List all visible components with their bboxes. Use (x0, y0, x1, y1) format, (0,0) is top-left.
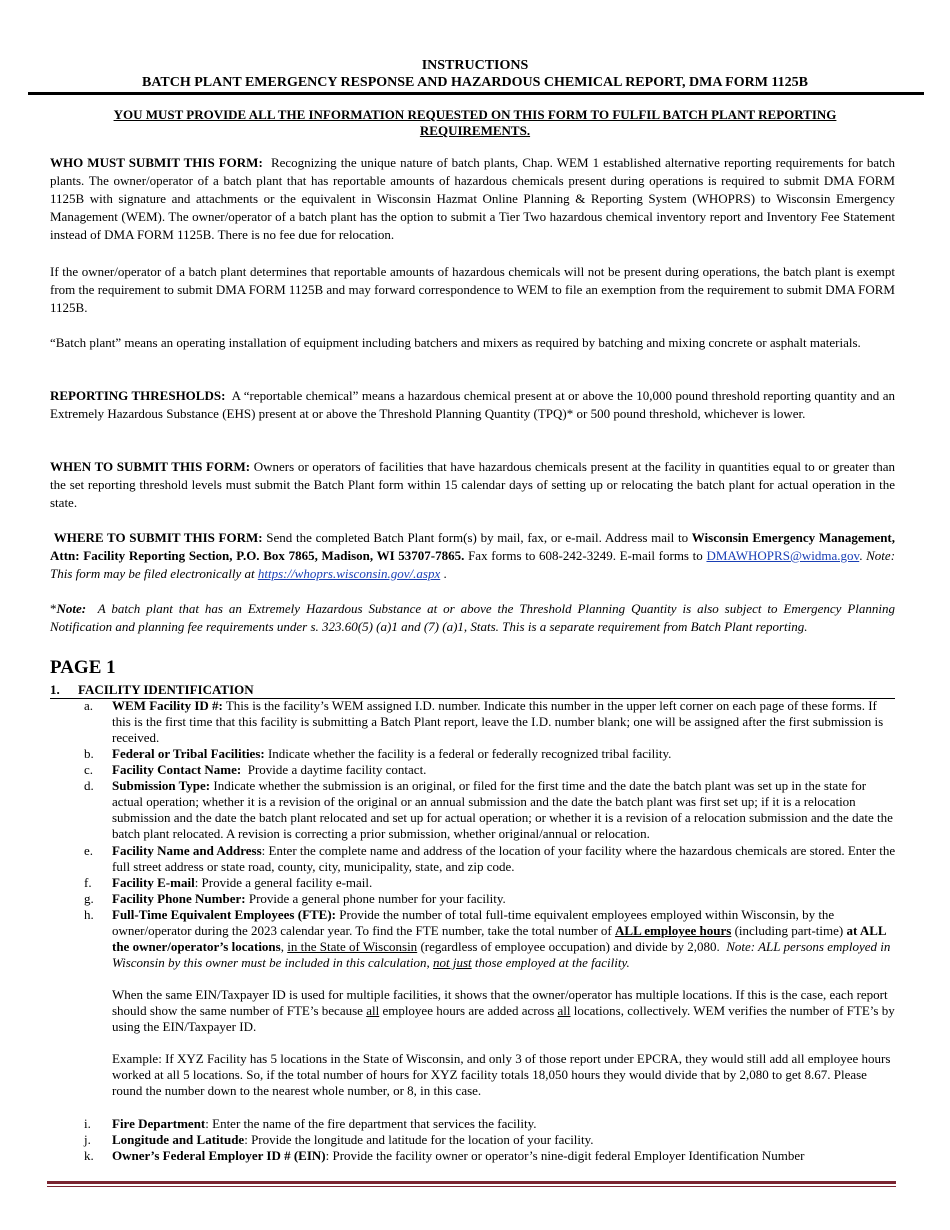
electronic-filing-note: Note: This form may be filed electronically at (50, 548, 896, 581)
list-item-i (84, 1116, 896, 1132)
footnote-paragraph (50, 600, 895, 636)
item-label: Federal or Tribal Facilities: (112, 746, 265, 761)
list-item-j (84, 1132, 896, 1148)
list-item-d (84, 778, 896, 842)
item-label: Owner’s Federal Employer ID # (EIN) (112, 1148, 326, 1163)
item-letter: g. (84, 891, 94, 906)
item-text: : Enter the complete name and address of the location of your facility where the hazardous chemicals are stored. Enter the full street address or state road, county, city, municipality, state, and zip code. (112, 843, 896, 874)
footnote-star: * (50, 601, 57, 616)
ein-text-2: employee hours are added across (382, 1003, 555, 1018)
item-letter: j. (84, 1132, 91, 1147)
when-to-submit-text: Owners or operators of facilities that have hazardous chemicals present at the facility in quantities equal to or greater than the set reporting threshold levels must submit the Batch Plant form within 15 calendar days of setting up or relocating the batch plant for actual operation in the state. (50, 459, 896, 510)
fte-note-2: those employed at the facility. (474, 955, 630, 970)
item-text: Provide a general phone number for your facility. (248, 891, 506, 906)
list-item-k (84, 1148, 896, 1164)
item-text: Indicate whether the facility is a federal or federally recognized tribal facility. (267, 746, 672, 761)
fte-example: Example: If XYZ Facility has 5 locations in the State of Wisconsin, and only 3 of those report under EPCRA, they would still add all employee hours worked at all 5 locations. So, if the total number of hours for XYZ facility totals 18,050 hours they would divide that by 2,080 to get 8.67. Please round the number down to the nearest whole number, or 8, in this case. (112, 1051, 891, 1098)
fte-text-1: Provide the number of total full-time equivalent employees employed within Wisconsin, by the owner/operator during the 2023 calendar year. To find the FTE number, take the total number of (112, 907, 835, 938)
item-letter: h. (84, 907, 94, 922)
section-heading (50, 681, 895, 699)
who-must-submit-label: WHO MUST SUBMIT THIS FORM: (50, 155, 263, 170)
item-text: : Provide the longitude and latitude for the location of your facility. (244, 1132, 594, 1147)
item-letter: k. (84, 1148, 94, 1163)
where-to-submit-paragraph (50, 529, 895, 583)
header-form-title: BATCH PLANT EMERGENCY RESPONSE AND HAZARDOUS CHEMICAL REPORT, DMA FORM 1125B (142, 75, 808, 90)
list-item-g (84, 891, 896, 907)
footnote-label: Note: (56, 601, 87, 616)
item-label: Facility Name and Address (112, 843, 262, 858)
item-text: Provide a daytime facility contact. (247, 762, 427, 777)
item-letter: e. (84, 843, 94, 858)
list-item-b (84, 746, 896, 762)
item-text: : Enter the name of the fire department that services the facility. (205, 1116, 537, 1131)
item-label: WEM Facility ID #: (112, 698, 223, 713)
footer-rule (47, 1181, 896, 1184)
item-letter: c. (84, 762, 94, 777)
item-text: Indicate whether the submission is an original, or filed for the first time and the date the batch plant was set up in the state for actual operation; whether it is a revision of the original or an annual submission and the date the batch plant was first set up; if it is a relocation submission and the date the batch plant relocated and set up for actual operation; or whether it is a revision of a relocation submission and the date the batch plant relocated. A revision is correcting a prior submission, whether original/annual or relocation. (112, 778, 893, 841)
reporting-thresholds-text: A “reportable chemical” means a hazardous chemical present at or above the 10,000 pound threshold reporting quantity and an Extremely Hazardous Substance (EHS) present at or above the Threshold Planning Quantity (TPQ)* or 500 pound threshold, whichever is lower. (50, 388, 895, 421)
section-number: 1. (50, 682, 60, 697)
whoprs-link[interactable]: https://whoprs.wisconsin.gov/.aspx (257, 566, 441, 581)
section-title: FACILITY IDENTIFICATION (78, 682, 254, 697)
period: . (859, 548, 863, 563)
item-letter: f. (84, 875, 92, 890)
list-item-c (84, 762, 896, 778)
item-label: Facility E-mail (112, 875, 195, 890)
exemption-paragraph: If the owner/operator of a batch plant determines that reportable amounts of hazardous chemicals will not be present during operations, the batch plant is exempt from the requirement to submit DMA FORM 1125B and may forward correspondence to WEM to file an exemption from the requirement to submit DMA FORM 1125B. (50, 264, 895, 315)
reporting-thresholds-paragraph (50, 387, 895, 423)
page-heading: PAGE 1 (50, 657, 116, 678)
when-to-submit-label: WHEN TO SUBMIT THIS FORM: (50, 459, 251, 474)
reporting-thresholds-label: REPORTING THRESHOLDS: (50, 388, 226, 403)
where-end: . (443, 566, 447, 581)
item-label: Fire Department (112, 1116, 206, 1131)
item-label: Full-Time Equivalent Employees (FTE): (112, 907, 337, 922)
ein-text-3: locations, collectively. WEM verifies the number of FTE’s by using the EIN/Taxpayer ID. (112, 1003, 895, 1034)
fte-note-1: Note: ALL persons employed in Wisconsin by this owner must be included in this calculation, (112, 939, 891, 970)
header-title: INSTRUCTIONS (421, 58, 529, 73)
who-must-submit-text: Recognizing the unique nature of batch plants, Chap. WEM 1 established alternative reporting requirements for batch plants. The owner/operator of a batch plant that has reportable amounts of hazardous chemicals present during operations is required to submit DMA FORM 1125B with signature and attachments or the equivalent in Wisconsin Hazmat Online Planning & Reporting System (WHOPRS) to Wisconsin Emergency Management (WEM). The owner/operator of a batch plant has the option to submit a Tier Two hazardous chemical inventory report and Inventory Fee Statement instead of DMA FORM 1125B. There is no fee due for relocation. (50, 155, 896, 242)
fte-text-3: (regardless of employee occupation) and divide by 2,080. (420, 939, 720, 954)
ein-text-1: When the same EIN/Taxpayer ID is used for multiple facilities, it shows that the owner/operator has multiple locations. If this is the case, each report should show the same number of FTE’s because (112, 987, 888, 1018)
footnote-text: A batch plant that has an Extremely Hazardous Substance at or above the Threshold Planning Quantity is also subject to Emergency Planning Notification and planning fee requirements under s. 323.60(5) (a)1 and (7) (a)1, Stats. This is a separate requirement from Batch Plant reporting. (50, 601, 896, 634)
item-letter: a. (84, 698, 94, 713)
requirement-notice: YOU MUST PROVIDE ALL THE INFORMATION REQUESTED ON THIS FORM TO FULFIL BATCH PLANT REPORTING REQUIREMENTS. (113, 107, 837, 138)
list-item-h (84, 907, 896, 971)
item-label: Longitude and Latitude (112, 1132, 245, 1147)
ein-explanation (112, 987, 896, 1035)
footer-rule-thin (47, 1186, 896, 1187)
where-to-submit-text: Send the completed Batch Plant form(s) by mail, fax, or e-mail. Address mail to (266, 530, 689, 545)
item-letter: b. (84, 746, 94, 761)
item-label: Submission Type: (112, 778, 211, 793)
item-text: : Provide the facility owner or operator’s nine-digit federal Employer Identification Number (325, 1148, 805, 1163)
all-locations: at ALL the owner/operator’s locations (112, 923, 886, 954)
email-link[interactable]: DMAWHOPRS@widma.gov (706, 548, 860, 563)
item-text: : Provide a general facility e-mail. (194, 875, 373, 890)
list-item-f (84, 875, 896, 891)
all-employee-hours: ALL employee hours (615, 923, 732, 938)
state-of-wisconsin: in the State of Wisconsin (287, 939, 418, 954)
item-label: Facility Phone Number: (112, 891, 246, 906)
who-must-submit-paragraph (50, 154, 895, 244)
item-letter: i. (84, 1116, 91, 1131)
ein-all-2: all (557, 1003, 571, 1018)
fte-text-2: (including part-time) (734, 923, 844, 938)
item-text: This is the facility’s WEM assigned I.D. number. Indicate this number in the upper left corner on each page of these forms. If this is the first time that this facility is submitting a Batch Plant report, leave the I.D. number blank; one will be assigned after the first submission is received. (112, 698, 884, 745)
item-label: Facility Contact Name: (112, 762, 242, 777)
item-letter: d. (84, 778, 94, 793)
where-to-submit-label: WHERE TO SUBMIT THIS FORM: (53, 530, 263, 545)
fax-text: Fax forms to 608-242-3249. E-mail forms to (468, 548, 703, 563)
mailing-address: Wisconsin Emergency Management, Attn: Facility Reporting Section, P.O. Box 7865, Madison, WI 53707-7865. (50, 530, 896, 563)
batch-plant-definition: “Batch plant” means an operating installation of equipment including batchers and mixers as required by batching and mixing concrete or asphalt materials. (50, 335, 861, 350)
list-item-a (84, 698, 896, 746)
fte-comma: , (280, 939, 284, 954)
when-to-submit-paragraph (50, 458, 895, 512)
header-rule (28, 92, 924, 95)
not-just: not just (433, 955, 472, 970)
ein-all-1: all (366, 1003, 380, 1018)
list-item-e (84, 843, 896, 875)
